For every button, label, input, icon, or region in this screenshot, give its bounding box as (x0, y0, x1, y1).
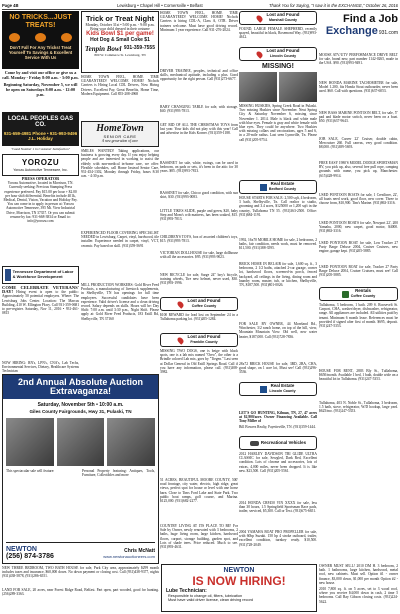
newton-hiring-ad[interactable] (161, 564, 317, 612)
header-tagline: Thank You for Saying, "I saw it in the EXCHANGE," October 26, 2016 (268, 3, 398, 8)
honda-crf-ad: 2014 HONDA CRF450 VIN XXXX for sale, less than 30 hours, 1.5 Springfield Sportsman Race pads, trailer, serviced, $5,300. Call or Text. (931)675-6651. (239, 501, 317, 514)
halloween-ad[interactable] (2, 11, 79, 69)
lost-found-franklin-title: Lost and Found (187, 334, 221, 340)
auction-date: Saturday, November 5th • 10:00 a.m. (37, 402, 124, 408)
lost-found-coffee-sub: Coffee County (191, 304, 217, 308)
hours-line-1: Come by and visit our office or give us a call. Monday - Friday 8:00 a.m. - 5:00 p.m. (2, 71, 79, 80)
land-listings-left (2, 566, 159, 612)
pontoon-1-ad: USED PONTOON BOATS for sale, 1 Crestliner, 22', all boats need work, good floor, new cover. Three to choose from, $10,900. Tim's Marine. (931)863-3316. (319, 193, 398, 206)
acres-51-ad: 51 ACRES, BEAUTIFUL MOORE COUNTY, 500' road frontage, city water, electric, high ridge, great views, perfect spot for house or level with one horse barn. Close to Tims Ford Lake and State Park. Two public boat ramps, golf course, and Marina. $125,000. (931)682-2277. (160, 478, 238, 504)
tenpin-address: 800 W. Commerce St. Lewisburg, TN (94, 53, 146, 57)
exchange-logo: Exchange (325, 25, 378, 37)
bass-marine-ad: NEW BASS MARINE PONTOON BELT, for sale, 5" pad and blade motor switch, never been on a boat. $50. (931)637-9643. (319, 111, 398, 124)
find-job-text: Find a Job (343, 13, 398, 25)
lost-found-marshall-sub: Marshall County (269, 18, 297, 22)
now-hiring-title: IS NOW HIRING! (192, 574, 286, 588)
tenpin-bowl-ad[interactable] (81, 11, 159, 73)
mobile-home-ad: 1992, 16x70 MOBILE HOME for sale, 2 bedrooms, 2 baths, fair condition, needs work, must be removed. $11,500. (931)388-3595. (239, 238, 317, 251)
agent-name: Chris McNatt (124, 547, 155, 554)
real-estate-lincoln-sub: Lincoln County (269, 389, 296, 393)
newton-phone: (256) 874-3786 (6, 553, 54, 560)
christmas-toys-ad: GET RID OF ALL THE CHRISTMAS TOYS from last year. Your kids did not play with this year! Call and advertise in the Kids Korner. (931)359-1188. (160, 123, 238, 136)
land-sale-ad: LAND FOR SALE, 20 acres, near Forest Ridge Road, Belfast. Part open, part wooded, good for hunting. (256)289-3363. (2, 588, 159, 597)
exchange-find-job-logo[interactable] (319, 11, 398, 51)
gas-company-name: LOCAL PEOPLES GAS CO. (7, 116, 74, 128)
pumpkin-icon (35, 33, 46, 42)
hometown-sub: SENIOR CARE (103, 134, 137, 139)
veterans-ad (2, 286, 79, 360)
rentals-coffee-header (319, 287, 398, 301)
bassinet-ad: BASSINET for sale, white, swings, can be used in bedroom, on pads or sets, it's been in the attic for 30 years. $85. (931)993-7813. (160, 161, 238, 174)
press-body: Yorozu Automotive, located in Morrison, TN. Currently seeking: Previous Stamping Press experience preferred. Pay $15.00 per hour + $2.00 per hour shift differential. Benefits include 401k, Medical, Dental, Vision, Vacation and Holiday Pay. You can come in to apply in person at: Yorozu Automotive Tennessee, 395 Mt. View Industrial Drive, Morrison, TN 37357. Or you can submit resume by fax: 931-668-3834 or Email to: info@yorozu.com (3, 181, 78, 224)
rec-vehicles-title: Recreational Vehicles (260, 439, 307, 445)
gas-company-phones: 931-659-4981 Phone • 931-993-9496 J.L. Holiday (3, 131, 78, 141)
house-icon (260, 386, 267, 393)
owner-must-sell-ad: OWNER MUST SELL! 2010 DM H. 3 bedroom, 2 bath. 1 bathrooms, large kitchen, hardwood, metal roof, new cabinets. Must sell. Option #1 - owner finance, $3,000 down, $1,000 per month Option #2 - new house. (319, 564, 398, 585)
trick-date: Monday, October 31st • 5:00 p.m. - 9:00 p.m. (85, 23, 155, 27)
hours-line-2: Beginning Saturday, November 5, we will be open on Saturdays 8:00 a.m. - 12:00 p.m. (3, 81, 78, 97)
press-operator-ad (2, 177, 79, 264)
reward-ad: $100 REWARD for lead lost on September 24 in a Tullahoma parking lot. (931)205-1284. (160, 313, 238, 322)
auction-location: Giles County Fairgrounds, Hwy 31, Pulaski, TN (29, 409, 132, 414)
bassinet-2-ad: BASSINET for sale, Chicco good condition, with sun shirt, $30. (931)993-0083. (160, 191, 238, 200)
page-number: Page 4B (2, 3, 19, 8)
column-5 (319, 11, 398, 562)
now-hiring-ad: NOW HIRING: RN's, LPN's, CNA's, Lab Techs, Environmental Services, Dietary, Healthcare Systems Technician (2, 361, 79, 374)
press-heading: PRESS OPERATOR (21, 177, 60, 181)
dollhouse-ad: VICTORIAN DOLLHOUSE for sale, large dollhouse with all the accessories. $95. (931)993-9023. (160, 251, 238, 260)
pontoon-3-ad: USED PONTOON BOAT for sale, Low Tracker 27 Party Barge Deluxe 2004, Cruiser Cruisers, new engine, garage kept. (931)205-5885. (319, 241, 398, 254)
column-2 (81, 11, 159, 562)
lube-tech-heading: Lube Technician: (166, 588, 207, 594)
baby-changing-ad: BABY CHANGING TABLE for sale, with storage. $40. (931)993-7813. (160, 105, 238, 114)
missing-dogs-ad: MISSING TWO DOGS, one is beige with black spots, one is a lab mix named "Oreo", the other is a Brindle colored Lab mix, goes by "Tiegen." Last seen at Dollar General in Old Estill Springs Road. Call if you have any information, please call. (931)308-3982. (160, 349, 238, 375)
found-shepherd-ad: FOUND, LARGE FEMALE SHEPHERD, recently spayed, beautiful in black, Rosemond Way. (931)993-4612. (239, 27, 317, 40)
honda-tachometer-ad: NEW HONDA MARINE TACHOMETER for sale, Model 1.200, fits Honda Stout outboarder, never been used. $60. Call with questions. (931)637-6053. (319, 81, 398, 94)
exchange-url: 931.com (378, 30, 398, 36)
hiring-bullet-2: Must have valid driver license, clean driving record (168, 598, 254, 602)
little-tikes-ad: LITTLE TIKES SLIDE, purple and green, $20, baby Step and Mom's crib mattress, has been soaked, $15. (931)993-7813. (160, 209, 238, 222)
yorozu-subtitle: Yorozu Automotive Tennessee, Inc. (13, 168, 68, 172)
pontoon-2-ad: USED PONTOON BOATS for sale, Newport 22', 200 Yamaha, 2000, new carpet, good motor, $4000. (931)863-3316. (319, 221, 398, 234)
bicycle-ad: NEW BICYCLE for sale, Surge 24" boy's bicycle, training wheels, Tire new helmet, never used, $30. (931)993-1996. (160, 273, 238, 286)
brick-house-2-ad: 28x72 BRICK HOUSE for sale, 3BD, 2BA, CHA, good shape, on 1 acre lot, Must see! Call (931)296-3536. (239, 362, 317, 375)
pin-icon (176, 336, 184, 344)
pin-icon (176, 300, 184, 308)
auction-photo (6, 418, 54, 466)
driver-trainee-ad: DRIVER TRAINEE, peoples, technical and office skills, mechanical aptitude, including a plus. Good opportunity for the right person. Call (931)273-6677. (160, 69, 238, 82)
real-estate-bedford-sub: Bedford County (268, 187, 297, 191)
office-hours (2, 71, 79, 111)
husky-photo (279, 72, 317, 102)
mill-production-ad: MILL PRODUCTION WORKERS: Gold River Feed Products, a manufacturing of livestock supplements, in Shelbyville, TN has openings for full time employees. Successful candidates have been experience. Valid driver's license and a clean driving record. Salary depends on skills. Hours will be: Day Shift: 7:00 a.m. until 3:30 p.m., Night Shift. Please apply at: Gold River Feed Products, 183 Estill Rd, Shelbyville, TN 37160 (81, 283, 159, 321)
moose-belt-ad: MOOSE ATV/UTV PERFORMANCE DRIVE BELT for sale, brand new, part number 1142-0265, made in the USA. $90. (931)993-9491. (319, 53, 398, 66)
halloween-title: NO TRICKS...JUST TREATS! (9, 14, 72, 29)
lost-found-marshall-title: Lost and Found (266, 12, 300, 18)
auction-left-col: This spectacular sale will feature: (6, 469, 55, 473)
tennessee-seal-icon (5, 269, 11, 281)
rentals-sub: Coffee County (350, 294, 376, 298)
newton-logo: NEWTON (6, 546, 37, 553)
lost-found-lincoln-header (239, 47, 317, 61)
yorozu-logo-block (2, 154, 79, 176)
hometown-logo-block (81, 121, 159, 147)
acre-sale-ad: 2010 7,800 sq. ft. on 5 acres, set to 3 wood roof, where you receive $4,000 down in cash, 2 time 5 bedrooms. Call Ray Gibson closing costs. (931)224-5622. (319, 587, 398, 604)
time-share-ad: NEW THREE BEDROOM, TWO BATH HOUSE for sale, Park City area, approximately $299 month includes taxes and insurance, $60,000 down. No down payment or closing cost. Call (931)438-9377, nights (931)438-5878, (931)286-6551. (2, 566, 159, 579)
rentals-title: Rentals (355, 288, 371, 294)
rec-vehicles-header (239, 436, 317, 450)
gas-company-slogan: "Good Number 1 in Customer Satisfaction" (10, 147, 71, 151)
pumpkin-icon (61, 33, 72, 42)
labor-department-block (2, 266, 79, 284)
brick-home-ad: BRICK HOME IN BELAIR for sale, 1,600 sq. ft., 3 bedrooms, 2 1/2 baths, attached 2-car garage, corner lot, hardwood floors, screened-in porch, fenced backyard, all ceilings in the living, dining room and laundry room, master, tub, or kitchen, Shelbyville, TN, $187,500. (931)801-0026. (239, 262, 317, 288)
lost-found-coffee-title: Lost and Found (187, 298, 221, 304)
veterans-heading: COME CELEBRATE VETERANS' DAY! (2, 286, 79, 295)
hunting-realty: Bill Bowers Realty, Fayetteville, TN. (931)359-1444. (239, 425, 316, 429)
lost-found-franklin-header (160, 333, 238, 347)
house-icon (260, 184, 267, 191)
page-header (2, 2, 398, 10)
hotdog-deal: Hot Dog & Small Coke $1 (90, 37, 150, 43)
tullahoma-2-ad: Tullahoma, 403 N. Noble St., Tullahoma, 3 bedroom, 1.5 bath, stove, refrigerator, W/D hookup, large yard. $625/mo. (931)247-5353. (319, 401, 398, 414)
yorozu-logo: YOROZU (21, 158, 60, 167)
motorcycle-icon (250, 441, 259, 446)
winchester-ad: FOR SALE BY OWNER, 44 Moreland Rd., Winchester, 3/2 ranch home, on top of the hill, view, Mountain Mountain View. Old well, new water heater, $187,000. Call (931)728-7836. (239, 322, 317, 339)
hometown-tag: A new generation of care (101, 139, 139, 143)
real-estate-bedford-header (239, 180, 317, 194)
hunting-heading: LET'S GO HUNTING, Kilman, TN, 27, 47 acres at $2,900/acre. Owner Financing Available. Call Tony Miller of (239, 411, 317, 424)
tenpin-logo: Tenpin Bowl (85, 45, 122, 53)
hometown-feel-ad: HOME TOWN FEEL, HOME TIME GUARANTEED! WELCOME HOME! Nichols Carriers is Hiring Local CDL Drivers, Now Hiring Drivers. Excellent Pay, Great Benefits, Home Time, Modern Equipment. Call 855-208-4968 (81, 75, 159, 96)
labor-title: Tennessee Department of Labor & Workforce Development (12, 269, 74, 279)
pumpkin-row (2, 33, 79, 42)
tenpin-phone: 931-359-7555 (123, 45, 155, 51)
tullahoma-rental-ad: Tullahoma, 3 bedroom, 1 bath. 209 S. Roosevelt St. Carport, CHA, washer/dryer, dishwasher, refrigerator, range. All appliances are included. All utilities paid by tenant. Minimum 6 month lease. References must be provided if signed after first of month. $695, deposit. (931)247-5353. (319, 303, 398, 329)
house-rent-ad: HOUSE FOR RENT, 2803 Bly St., Tullahoma, $650/month. Available 1 bed, 1 bath, double wide on a beautiful lot in Tullahoma. (931)247-5353. (319, 369, 398, 382)
trick-title: Trick or Treat Night (85, 14, 155, 23)
lost-found-coffee-header (160, 297, 238, 311)
smiles-wanted-ad: SMILES WANTED! Taking applications, our business is growing every day. If you enjoy helping people and are interested in working to assist the elderly with non-medical in-home care, we offer: Flexible schedules, call Home Instead Senior Care, 931-454-1302, Monday through Friday, hours 8:30 a.m. - 4:30 p.m. (81, 149, 159, 179)
auction-right-col: Personal Property featuring: Antiques, Tools, Furniture, Collectibles and more (82, 469, 155, 478)
carver-cruiser-ad: JOB SALE, Carver 22' Cruiser, double cabin, Mercruiser 260. Full canvas, very good condition. $8,000. (931)389-5693. (319, 137, 398, 150)
dodge-sportsman-ad: FREE EASY 1980'S MODEL DODGE SPORTSMAN RV, you pick up, also, several free pull rope, camping grounds with name, you pick up, Manchester. (615)428-9914. (319, 161, 398, 178)
real-estate-lincoln-header (239, 382, 317, 396)
missing-title: MISSING! (262, 63, 294, 70)
harley-ad: 2012 HARLEY DAVIDSON TRI GLIDE ULTRA CLASSIC for sale, Sewgled, Dark Red, Excellent condition. Lots of chrome and accessories, lots of extras, 4,000 miles, never been dropped. It is like new. $23,500. Call (931)205-5561. (239, 452, 317, 473)
real-estate-lincoln-title: Real Estate (270, 383, 295, 389)
pumpkin-icon (9, 33, 20, 42)
gas-company-ad[interactable] (2, 112, 79, 146)
agent-site[interactable]: www.newtonauctioneers.com (103, 553, 155, 559)
lost-found-franklin-sub: Franklin County (190, 340, 218, 344)
land-listings (239, 411, 317, 561)
hometown-logo: HomeTown (96, 123, 144, 134)
hometown-feel-2-ad: HOME TOWN FEEL, HOME TIME GUARANTEED! WELCOME HOME! Nichols Carriers is hiring CDL-A, Class A, OTR. Driver trainees welcome. Must have good driving record. Minimum 1 year experience. Call 931-276-2024. (160, 11, 238, 32)
real-estate-bedford-title: Real Estate (270, 181, 295, 187)
key-icon (342, 291, 349, 298)
halloween-body: Don't Fall For Any Tricks! Treat Yourself To Savings & Excellent Service With Us (8, 45, 73, 60)
kids-bowl: Kids Bowl $1 per game! (86, 31, 154, 37)
floor-covering-ad: EXPERIENCED FLOOR COVERING SPECIALIST NEEDED in Lewisburg. Carpet, vinyl, hardwood, tile installer. Experience needed in carpet, vinyl, VCT, ceramic. Pay based on skill. (931)359-5691 (81, 231, 159, 248)
acres-51-block (160, 478, 238, 562)
lost-found-lincoln-sub: Lincoln County (269, 54, 297, 58)
veterans-body: Hiring event is open to the public: Approximately 50 potential employers. Where: The Lewisburg Jobs Center. Location: The Marcus Building, 410 W. Ellington Pkwy. Call 931-359-0681 to pre-register. Saturday, Nov 11, 2016 • 931-461-0815 (2, 290, 79, 316)
newton-hiring-logo: NEWTON (223, 567, 255, 574)
auction-title: 2nd Annual Absolute Auction Extravaganza! (3, 375, 158, 399)
childrens-toys-ad: CHILDREN'S TOYS, box of assorted children's toys, $15. (931)993-7813. (160, 235, 238, 244)
missing-huskies-ad: MISSING HUSKIES, Spring Creek Road in Pulaski. Two missing Huskies since November. Neut Spring City & Saturday November 6, missing since November 1. 2014. Male is black and white male with blue eyes. Female is gray and white female with blue eyes. They could be anywhere. Two Huskies with missing collars and vaccinations, ages 5 and 6, in a 20-mile radius. Last seen Lynnville, Tn. Please call (931)205-9754. (239, 104, 317, 142)
hiring-bullet-1: Responsible to change oil, filters, lubrication (168, 594, 243, 598)
yamaha-boat-ad: 2004 YAMAHA BOAT PRO PROPELLER for sale, with 60hp Suzuki. 150 hp 4 stroke outboard, trailer, excellent condition, turnkey ready. $10,500. (931)728-2049. (239, 530, 317, 547)
husky-photo (239, 72, 277, 102)
land-listings-right (319, 564, 398, 612)
lost-found-lincoln-title: Lost and Found (266, 48, 300, 54)
house-sale-ad: HOUSE STARTS FOR SALE: 2,500 sqft, 4 bedroom, 3 bath, Shelbyville, Tn. Call realtor to studio, grooming and 3.4 acres, $125000 or 1,200 sqft in the country, Tullahoma TN 55. (931)363-2500. Office: (931)684-1191. (239, 196, 317, 217)
lost-found-marshall-header (239, 11, 317, 25)
trick-body: Bring your child dressed in their costume (90, 27, 150, 31)
pin-icon (255, 50, 263, 58)
paper-towns: Lewisburg • Chapel Hill • Cornersville • Belfast (117, 3, 203, 8)
pontoon-4-ad: USED PONTOON BOAT for sale, Tracker 27 Party Barge Deluxe 2004, Cruiser Cruisers, must see! Call (931)205-5885. (319, 265, 398, 278)
pin-icon (255, 14, 263, 22)
country-living-ad: COUNTRY LIVING AT ITS PLACE TO BE! For Sale by Owner, newly renovated with 3 bedrooms, 2 baths, huge living room, large kitchen, hardwood floors, carport, storage building, garden spot, and Lots of shade trees. Price reduced. Much to see. (931)993-4631. (160, 524, 238, 550)
